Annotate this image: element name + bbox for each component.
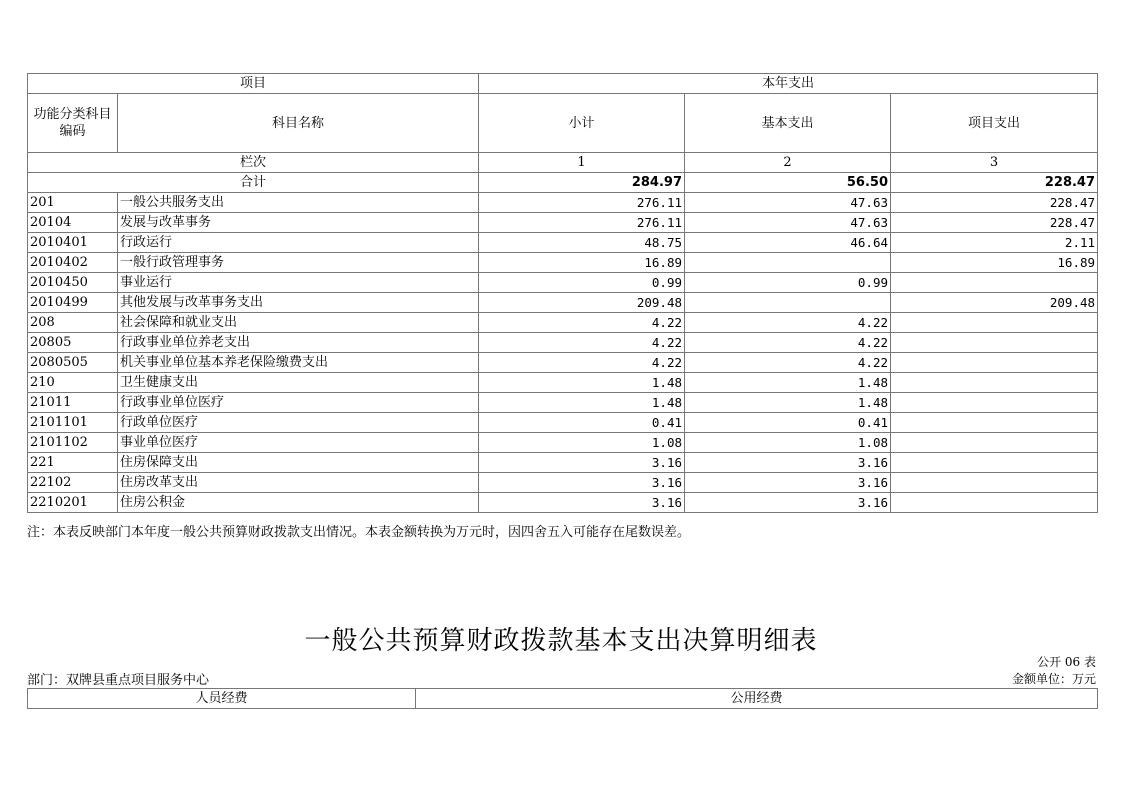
- table-row: [28, 433, 1098, 453]
- row-basic: [685, 293, 891, 313]
- row-code: 20104: [28, 213, 118, 233]
- total-label: 合计: [28, 173, 479, 193]
- row-project: 228.47: [891, 193, 1098, 213]
- department-label: 部门：双牌县重点项目服务中心: [27, 673, 210, 688]
- table-row: [28, 353, 1098, 373]
- row-subtotal: 276.11: [479, 213, 685, 233]
- header-name: 科目名称: [118, 94, 479, 153]
- row-basic: 4.22: [685, 313, 891, 333]
- header-col2: 2: [685, 153, 891, 173]
- row-subtotal: 1.08: [479, 433, 685, 453]
- row-code: 2010402: [28, 253, 118, 273]
- row-subtotal: 16.89: [479, 253, 685, 273]
- row-name: 事业运行: [118, 273, 479, 293]
- row-subtotal: 4.22: [479, 333, 685, 353]
- row-basic: 3.16: [685, 473, 891, 493]
- row-project: 209.48: [891, 293, 1098, 313]
- row-basic: 47.63: [685, 213, 891, 233]
- row-subtotal: 4.22: [479, 313, 685, 333]
- row-project: [891, 373, 1098, 393]
- table-row: [28, 413, 1098, 433]
- row-project: [891, 393, 1098, 413]
- expense-table: [27, 73, 1098, 513]
- table-row: [28, 493, 1098, 513]
- row-code: 210: [28, 373, 118, 393]
- row-name: 发展与改革事务: [118, 213, 479, 233]
- row-name: 社会保障和就业支出: [118, 313, 479, 333]
- table-row: [28, 213, 1098, 233]
- row-name: 行政事业单位医疗: [118, 393, 479, 413]
- row-code: 2101101: [28, 413, 118, 433]
- row-project: [891, 313, 1098, 333]
- header-personnel: 人员经费: [28, 689, 416, 709]
- row-project: [891, 273, 1098, 293]
- form-number: 公开 06 表: [1037, 655, 1096, 669]
- row-basic: 1.48: [685, 373, 891, 393]
- row-subtotal: 1.48: [479, 393, 685, 413]
- total-subtotal: 284.97: [479, 173, 685, 193]
- row-code: 21011: [28, 393, 118, 413]
- row-subtotal: 276.11: [479, 193, 685, 213]
- row-basic: 3.16: [685, 493, 891, 513]
- table-note: 注：本表反映部门本年度一般公共预算财政拨款支出情况。本表金额转换为万元时，因四舍五入可能存在尾数误差。: [27, 525, 691, 540]
- table-row: [28, 193, 1098, 213]
- row-basic: 4.22: [685, 333, 891, 353]
- table-row: [28, 473, 1098, 493]
- row-basic: 0.41: [685, 413, 891, 433]
- row-subtotal: 0.41: [479, 413, 685, 433]
- row-subtotal: 3.16: [479, 453, 685, 473]
- row-code: 2010499: [28, 293, 118, 313]
- row-name: 住房保障支出: [118, 453, 479, 473]
- row-project: 228.47: [891, 213, 1098, 233]
- table-row: [28, 253, 1098, 273]
- row-name: 一般公共服务支出: [118, 193, 479, 213]
- row-name: 卫生健康支出: [118, 373, 479, 393]
- table-row: [28, 333, 1098, 353]
- table-row: [28, 393, 1098, 413]
- row-name: 行政单位医疗: [118, 413, 479, 433]
- row-basic: [685, 253, 891, 273]
- row-project: 16.89: [891, 253, 1098, 273]
- row-basic: 0.99: [685, 273, 891, 293]
- row-project: [891, 333, 1098, 353]
- row-basic: 1.48: [685, 393, 891, 413]
- row-name: 一般行政管理事务: [118, 253, 479, 273]
- table-row: [28, 453, 1098, 473]
- table-row: [28, 233, 1098, 253]
- row-subtotal: 0.99: [479, 273, 685, 293]
- header-public: 公用经费: [416, 689, 1098, 709]
- header-project-expense: 项目支出: [891, 94, 1098, 153]
- row-name: 行政运行: [118, 233, 479, 253]
- row-code: 208: [28, 313, 118, 333]
- amount-unit: 金额单位：万元: [1011, 672, 1096, 686]
- row-basic: 46.64: [685, 233, 891, 253]
- row-subtotal: 48.75: [479, 233, 685, 253]
- row-project: [891, 433, 1098, 453]
- row-name: 事业单位医疗: [118, 433, 479, 453]
- total-basic: 56.50: [685, 173, 891, 193]
- row-subtotal: 4.22: [479, 353, 685, 373]
- row-name: 住房公积金: [118, 493, 479, 513]
- row-basic: 4.22: [685, 353, 891, 373]
- row-project: 2.11: [891, 233, 1098, 253]
- row-code: 20805: [28, 333, 118, 353]
- header-col3: 3: [891, 153, 1098, 173]
- page-title: 一般公共预算财政拨款基本支出决算明细表: [304, 626, 818, 656]
- row-code: 201: [28, 193, 118, 213]
- row-name: 行政事业单位养老支出: [118, 333, 479, 353]
- row-code: 2080505: [28, 353, 118, 373]
- row-code: 2210201: [28, 493, 118, 513]
- basic-expense-detail-table: [27, 688, 1098, 709]
- row-project: [891, 473, 1098, 493]
- header-current-year-expense: 本年支出: [479, 74, 1098, 94]
- row-code: 2101102: [28, 433, 118, 453]
- row-name: 机关事业单位基本养老保险缴费支出: [118, 353, 479, 373]
- row-project: [891, 353, 1098, 373]
- total-row: [28, 173, 1098, 193]
- header-subtotal: 小计: [479, 94, 685, 153]
- row-project: [891, 493, 1098, 513]
- row-name: 其他发展与改革事务支出: [118, 293, 479, 313]
- row-subtotal: 3.16: [479, 473, 685, 493]
- row-subtotal: 3.16: [479, 493, 685, 513]
- row-name: 住房改革支出: [118, 473, 479, 493]
- table-row: [28, 273, 1098, 293]
- table-row: [28, 313, 1098, 333]
- header-basic: 基本支出: [685, 94, 891, 153]
- header-column-index: 栏次: [28, 153, 479, 173]
- row-basic: 47.63: [685, 193, 891, 213]
- row-code: 22102: [28, 473, 118, 493]
- total-project: 228.47: [891, 173, 1098, 193]
- row-code: 2010401: [28, 233, 118, 253]
- row-project: [891, 453, 1098, 473]
- row-code: 2010450: [28, 273, 118, 293]
- table-row: [28, 293, 1098, 313]
- row-basic: 3.16: [685, 453, 891, 473]
- table-row: [28, 373, 1098, 393]
- row-subtotal: 209.48: [479, 293, 685, 313]
- row-basic: 1.08: [685, 433, 891, 453]
- row-project: [891, 413, 1098, 433]
- row-subtotal: 1.48: [479, 373, 685, 393]
- row-code: 221: [28, 453, 118, 473]
- header-col1: 1: [479, 153, 685, 173]
- header-project: 项目: [28, 74, 479, 94]
- header-code: 功能分类科目编码: [28, 94, 118, 153]
